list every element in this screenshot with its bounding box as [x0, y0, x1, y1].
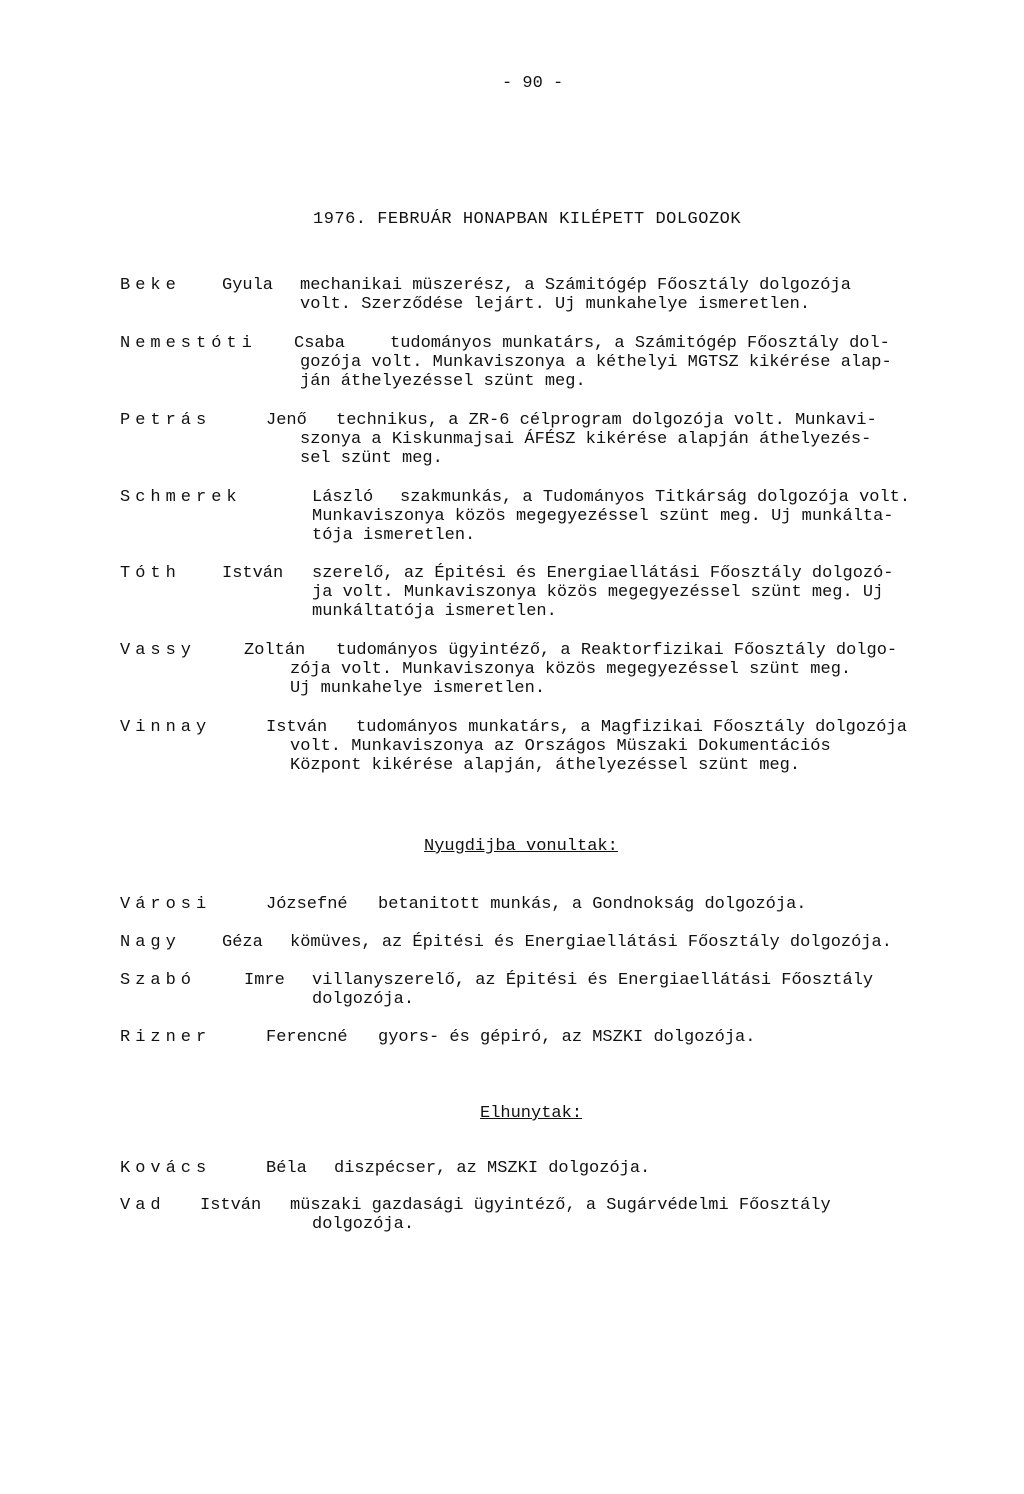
entry-surname: Rizner [120, 1028, 212, 1047]
entry-given-name: István [222, 564, 284, 583]
entry-text-line: sel szünt meg. [300, 449, 443, 468]
entry-surname: Beke [120, 276, 181, 295]
entry-text-line: dolgozója. [312, 990, 415, 1009]
entry-text-line: szonya a Kiskunmajsai ÁFÉSZ kikérése alapján áthelyezés- [300, 430, 872, 449]
entry-surname: Vassy [120, 641, 197, 660]
entry-text-line: gozója volt. Munkaviszonya a kéthelyi MGTSZ kikérése alap- [300, 353, 892, 372]
entry-text-line: munkáltatója ismeretlen. [312, 602, 557, 621]
entry-given-name: Imre [244, 971, 285, 990]
entry-text-line: technikus, a ZR-6 célprogram dolgozója volt. Munkavi- [336, 411, 877, 430]
entry-surname: Városi [120, 895, 212, 914]
entry-text-line: gyors- és gépiró, az MSZKI dolgozója. [378, 1028, 756, 1047]
entry-surname: Schmerek [120, 488, 242, 507]
retired-heading: Nyugdijba vonultak: [424, 837, 618, 856]
entry-surname: Nemestóti [120, 334, 257, 353]
entry-given-name: István [200, 1196, 262, 1215]
entry-text-line: betanitott munkás, a Gondnokság dolgozója. [378, 895, 807, 914]
entry-given-name: Csaba [294, 334, 346, 353]
entry-text-line: mechanikai müszerész, a Számitógép Főosztály dolgozója [300, 276, 851, 295]
entry-surname: Vad [120, 1196, 166, 1215]
entry-text-line: dolgozója. [312, 1215, 415, 1234]
entry-text-line: szakmunkás, a Tudományos Titkárság dolgozója volt. [400, 488, 911, 507]
entry-text-line: volt. Munkaviszonya az Országos Müszaki Dokumentációs [290, 737, 831, 756]
entry-given-name: Ferencné [266, 1028, 348, 1047]
entry-text-line: zója volt. Munkaviszonya közös megegyezéssel szünt meg. [290, 660, 852, 679]
entry-text-line: Munkaviszonya közös megegyezéssel szünt meg. Uj munkálta- [312, 507, 894, 526]
entry-given-name: Béla [266, 1159, 307, 1178]
entry-text-line: diszpécser, az MSZKI dolgozója. [334, 1159, 651, 1178]
entry-given-name: Géza [222, 933, 263, 952]
entry-surname: Tóth [120, 564, 181, 583]
entry-text-line: volt. Szerződése lejárt. Uj munkahelye ismeretlen. [300, 295, 811, 314]
page-number: - 90 - [502, 74, 564, 93]
entry-text-line: szerelő, az Épitési és Energiaellátási Főosztály dolgozó- [312, 564, 894, 583]
entry-surname: Vinnay [120, 718, 212, 737]
entry-given-name: Jenő [266, 411, 307, 430]
entry-text-line: tudományos munkatárs, a Magfizikai Főosztály dolgozója [356, 718, 907, 737]
entry-given-name: Gyula [222, 276, 274, 295]
entry-surname: Nagy [120, 933, 181, 952]
entry-text-line: müszaki gazdasági ügyintéző, a Sugárvédelmi Főosztály [290, 1196, 831, 1215]
entry-surname: Kovács [120, 1159, 212, 1178]
entry-text-line: tója ismeretlen. [312, 526, 476, 545]
entry-text-line: tudományos munkatárs, a Számitógép Főosztály dol- [390, 334, 890, 353]
entry-text-line: ja volt. Munkaviszonya közös megegyezéssel szünt meg. Uj [312, 583, 884, 602]
entry-text-line: Központ kikérése alapján, áthelyezéssel szünt meg. [290, 756, 801, 775]
entry-surname: Szabó [120, 971, 197, 990]
entry-surname: Petrás [120, 411, 212, 430]
entry-given-name: Zoltán [244, 641, 306, 660]
entry-text-line: Uj munkahelye ismeretlen. [290, 679, 546, 698]
page-title: 1976. FEBRUÁR HONAPBAN KILÉPETT DOLGOZOK [313, 210, 742, 229]
deceased-heading: Elhunytak: [480, 1104, 583, 1123]
entry-given-name: Józsefné [266, 895, 348, 914]
entry-text-line: tudományos ügyintéző, a Reaktorfizikai Főosztály dolgo- [336, 641, 898, 660]
entry-given-name: István [266, 718, 328, 737]
entry-text-line: kömüves, az Épitési és Energiaellátási Főosztály dolgozója. [290, 933, 892, 952]
entry-text-line: ján áthelyezéssel szünt meg. [300, 372, 586, 391]
entry-text-line: villanyszerelő, az Épitési és Energiaellátási Főosztály [312, 971, 874, 990]
entry-given-name: László [312, 488, 374, 507]
